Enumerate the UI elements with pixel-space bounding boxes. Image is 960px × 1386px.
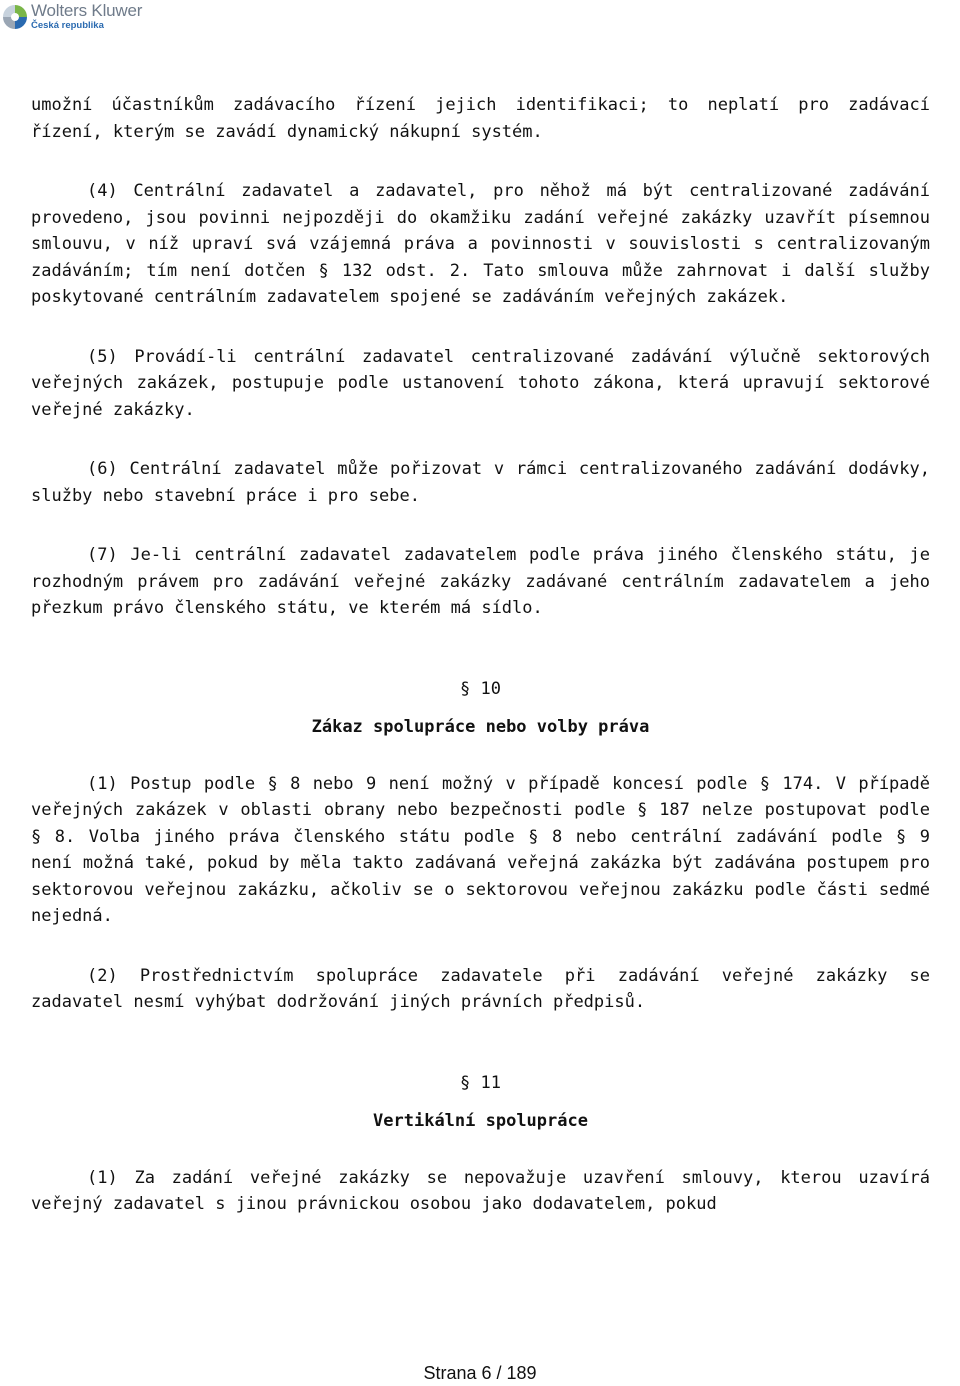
section-number: § 11 [460, 1072, 501, 1093]
brand-logo [2, 2, 142, 36]
section-title: Vertikální spolupráce [373, 1110, 588, 1131]
paragraph: (4) Centrální zadavatel a zadavatel, pro něhož má být centralizované zadávání provedeno, jsou povinni nejpozději do okamžiku zadání veřejné zakázky uzavřít písemnou smlouvu, v níž upraví svá vzájemná práva a povinnosti v souvislosti s centralizovaným zadáváním; tím není dotčen § 132 odst. 2. Tato smlouva může zahrnovat i další služby poskytované centrálním zadavatelem spojené se zadáváním veřejných zakázek. [31, 181, 930, 307]
paragraph: (1) Postup podle § 8 nebo 9 není možný v případě koncesí podle § 174. V případě veřejných zakázek v oblasti obrany nebo bezpečnosti podle § 187 nelze postupovat podle § 8. Volba jiného práva členského státu podle § 8 nebo centrální zadávání podle § 9 není možná také, pokud by měla takto zadávaná veřejná zakázka být zadávána postupem pro sektorovou veřejnou zakázku, ačkoliv se o sektorovou veřejnou zakázku podle části sedmé nejedná. [31, 773, 930, 926]
paragraph: (1) Za zadání veřejné zakázky se nepovažuje uzavření smlouvy, kterou uzavírá veřejný zadavatel s jinou právnickou osobou jako dodavatelem, pokud [31, 1167, 930, 1214]
section-title: Zákaz spolupráce nebo volby práva [311, 716, 650, 737]
paragraph: (5) Provádí-li centrální zadavatel centralizované zadávání výlučně sektorových veřejných zakázek, postupuje podle ustanovení tohoto zákona, která upravují sektorové veřejné zakázky. [31, 346, 930, 420]
brand-name: Wolters Kluwer [31, 1, 143, 20]
brand-subtitle: Česká republika [31, 20, 104, 31]
paragraph: umožní účastníkům zadávacího řízení jejich identifikaci; to neplatí pro zadávací řízení, kterým se zavádí dynamický nákupní systém. [31, 95, 930, 142]
section-number: § 10 [460, 678, 501, 699]
paragraph: (7) Je-li centrální zadavatel zadavatelem podle práva jiného členského státu, je rozhodným právem pro zadávání veřejné zakázky zadávané centrálním zadavatelem a jeho přezkum právo členského státu, ve kterém má sídlo. [31, 545, 930, 618]
page-number: Strana 6 / 189 [423, 1363, 537, 1383]
globe-icon [2, 2, 28, 34]
paragraph: (6) Centrální zadavatel může pořizovat v rámci centralizovaného zadávání dodávky, služby nebo stavební práce i pro sebe. [31, 459, 930, 506]
paragraph: (2) Prostřednictvím spolupráce zadavatele při zadávání veřejné zakázky se zadavatel nesmí vyhýbat dodržování jiných právních předpisů. [31, 965, 930, 1012]
document-body [31, 92, 930, 1251]
